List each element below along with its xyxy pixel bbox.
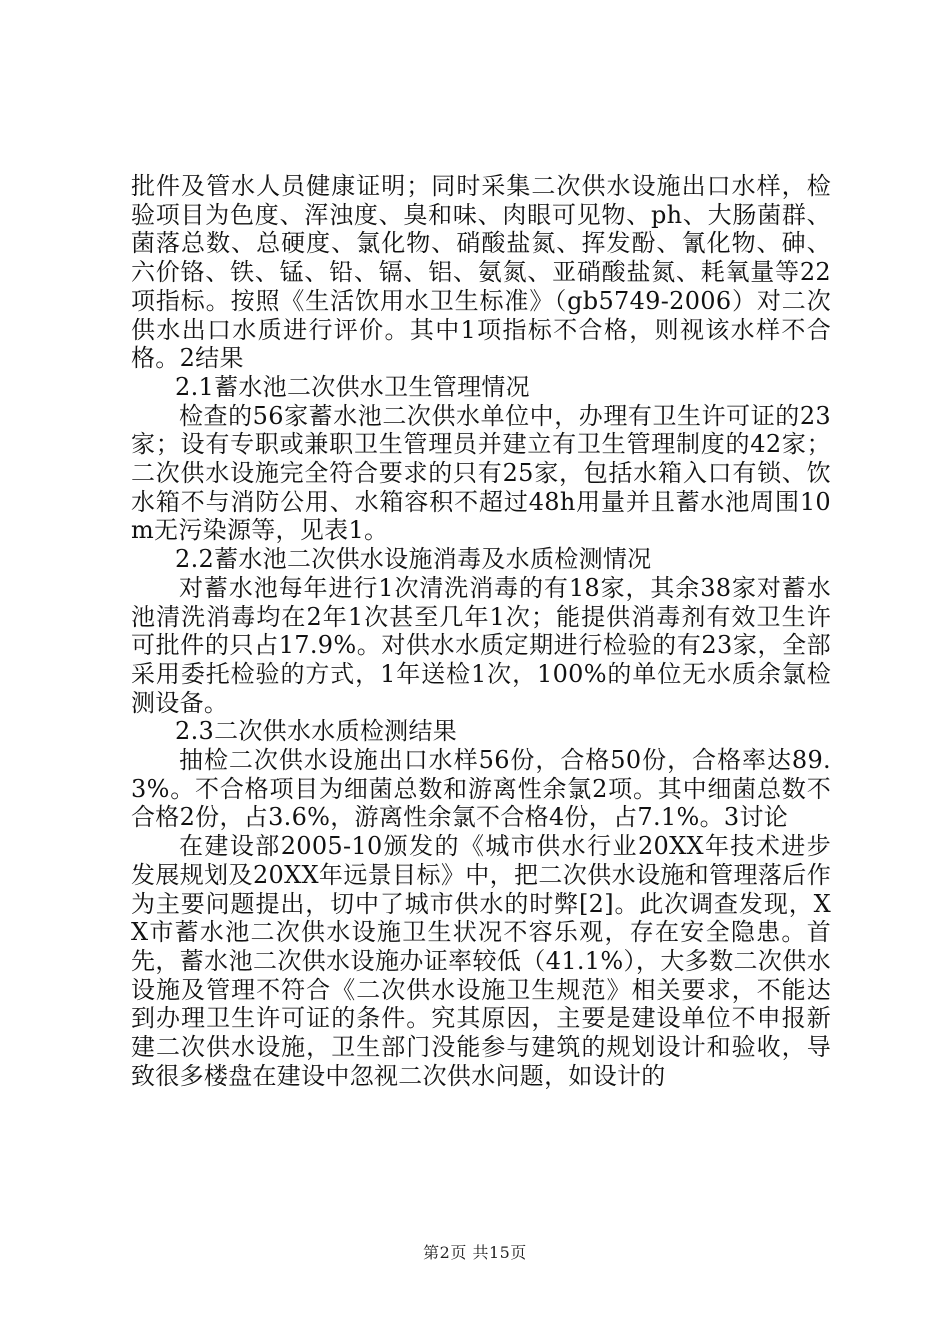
section-heading-2-2: 2.2蓄水池二次供水设施消毒及水质检测情况 — [175, 545, 652, 574]
paragraph-methods-continued: 批件及管水人员健康证明；同时采集二次供水设施出口水样，检验项目为色度、浑浊度、臭和味、肉眼可见物、ph、大肠菌群、菌落总数、总硬度、氯化物、硝酸盐氮、挥发酚、氰化物、砷、六价铬、铁、锰、铅、镉、铝、氨氮、亚硝酸盐氮、耗氧量等22项指标。按照《生活饮用水卫生标准》（gb5749-2006）对二次供水出口水质进行评价。其中1项指标不合格，则视该水样不合格。2结果 — [131, 172, 831, 373]
paragraph-management: 检查的56家蓄水池二次供水单位中，办理有卫生许可证的23家；设有专职或兼职卫生管理员并建立有卫生管理制度的42家；二次供水设施完全符合要求的只有25家，包括水箱入口有锁、饮水箱不与消防公用、水箱容积不超过48h用量并且蓄水池周围10m无污染源等，见表1。 — [131, 401, 831, 545]
section-heading-2-3: 2.3二次供水水质检测结果 — [175, 717, 458, 746]
document-body — [131, 172, 831, 1091]
section-heading-2-1: 2.1蓄水池二次供水卫生管理情况 — [175, 372, 530, 401]
page-number-footer: 第2页 共15页 — [423, 1243, 527, 1262]
paragraph-discussion: 在建设部2005-10颁发的《城市供水行业20XX年技术进步发展规划及20XX年远景目标》中，把二次供水设施和管理落后作为主要问题提出，切中了城市供水的时弊[2]。此次调查发现，XX市蓄水池二次供水设施卫生状况不容乐观，存在安全隐患。首先，蓄水池二次供水设施办证率较低（41.1%），大多数二次供水设施及管理不符合《二次供水设施卫生规范》相关要求，不能达到办理卫生许可证的条件。究其原因，主要是建设单位不申报新建二次供水设施，卫生部门没能参与建筑的规划设计和验收，导致很多楼盘在建设中忽视二次供水问题，如设计的 — [131, 832, 831, 1090]
paragraph-disinfection: 对蓄水池每年进行1次清洗消毒的有18家，其余38家对蓄水池清洗消毒均在2年1次甚至几年1次；能提供消毒剂有效卫生许可批件的只占17.9%。对供水水质定期进行检验的有23家，全部采用委托检验的方式，1年送检1次，100%的单位无水质余氯检测设备。 — [131, 573, 831, 717]
paragraph-test-results: 抽检二次供水设施出口水样56份，合格50份，合格率达89.3%。不合格项目为细菌总数和游离性余氯2项。其中细菌总数不合格2份，占3.6%，游离性余氯不合格4份，占7.1%。3讨论 — [131, 746, 831, 832]
